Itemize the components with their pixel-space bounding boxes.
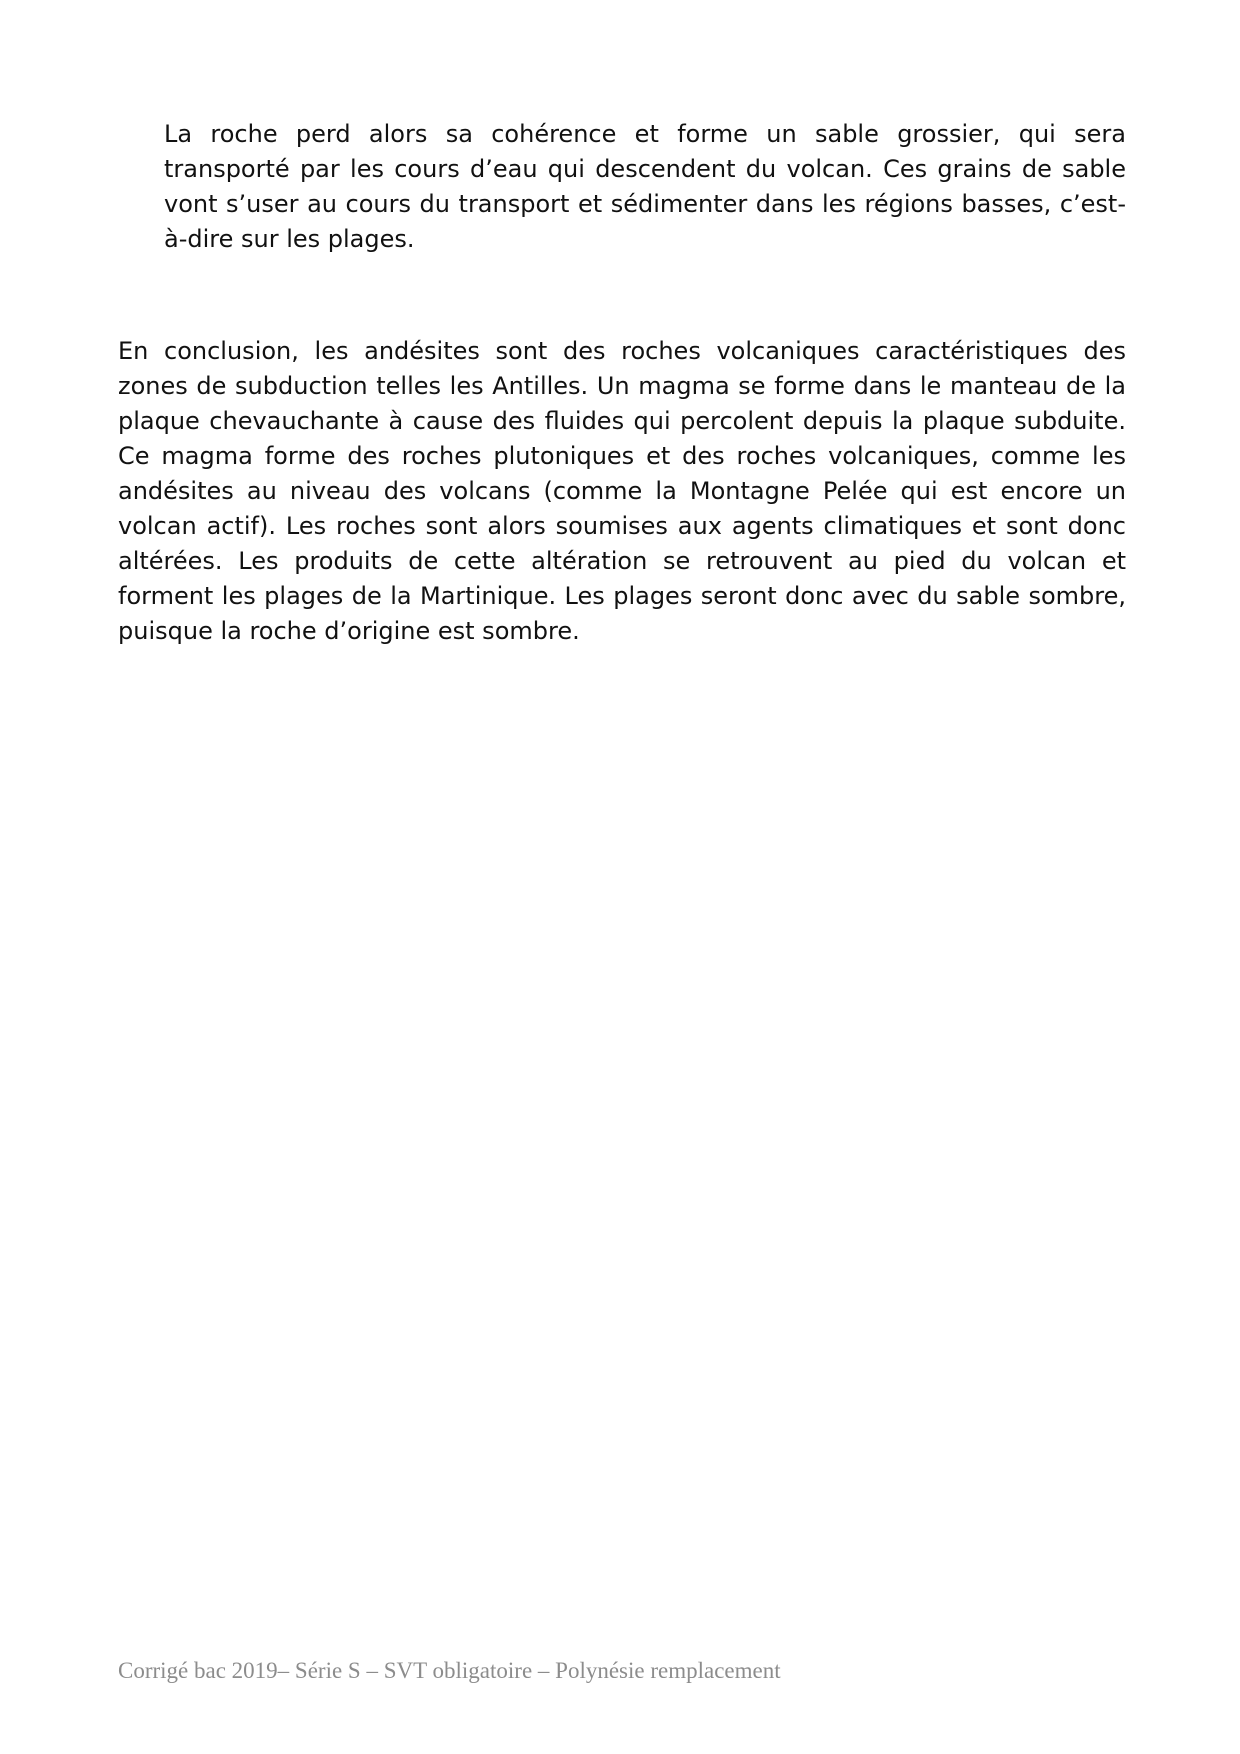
indented-paragraph: La roche perd alors sa cohérence et forme un sable grossier, qui sera transporté par les cours d’eau qui descendent du volcan. Ces grains de sable vont s’user au cours du transport et sédimenter dans les régions basses, c’est-à-dire sur les plages.	[164, 120, 1126, 253]
page-footer: Corrigé bac 2019– Série S – SVT obligatoire – Polynésie remplacement	[118, 1658, 781, 1683]
conclusion-paragraph: En conclusion, les andésites sont des roches volcaniques caractéristiques des zones de subduction telles les Antilles. Un magma se forme dans le manteau de la plaque chevauchante à cause des fluides qui percolent depuis la plaque subduite. Ce magma forme des roches plutoniques et des roches volcaniques, comme les andésites au niveau des volcans (comme la Montagne Pelée qui est encore un volcan actif). Les roches sont alors soumises aux agents climatiques et sont donc altérées. Les produits de cette altération se retrouvent au pied du volcan et forment les plages de la Martinique. Les plages seront donc avec du sable sombre, puisque la roche d’origine est sombre.	[118, 337, 1126, 645]
